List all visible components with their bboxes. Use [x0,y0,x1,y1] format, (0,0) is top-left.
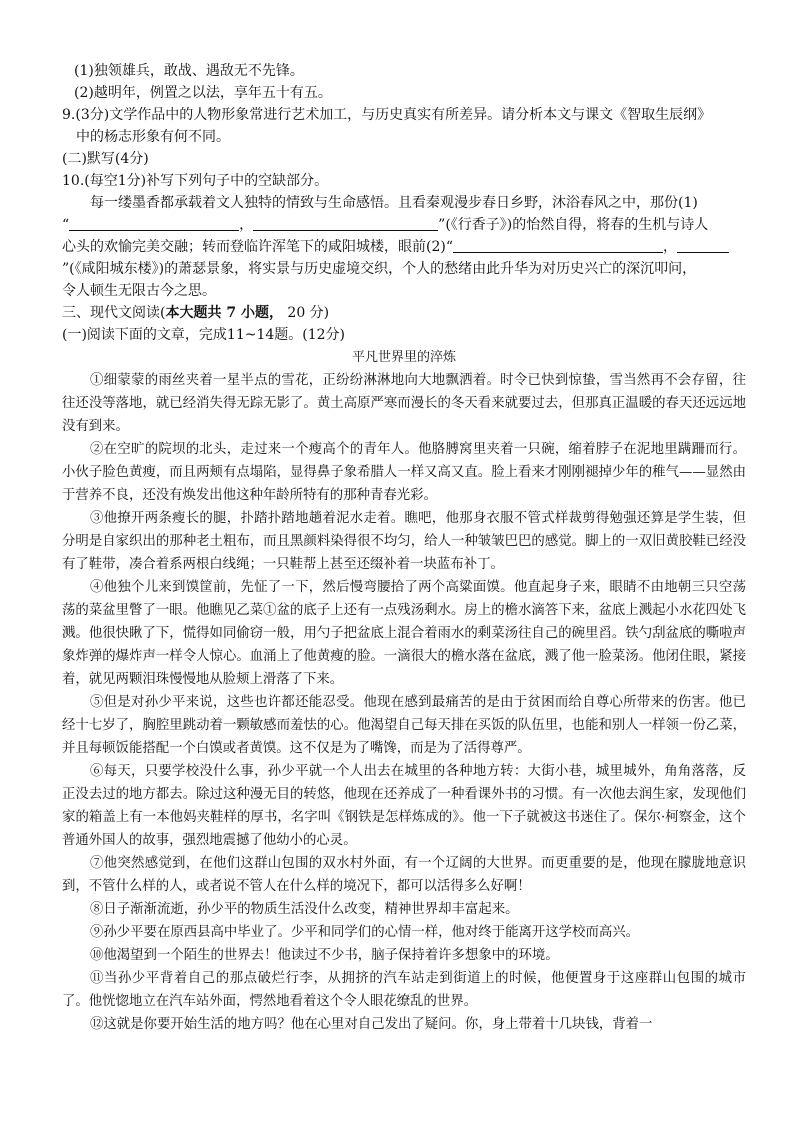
q10-line-2 [62,214,746,236]
q10-quote-open: “ [62,217,70,233]
q8-item-2: (2)越明年，例置之以法，享年五十有五。 [74,85,332,101]
q10-stem: 10.(每空1分)补写下列句子中的空缺部分。 [62,173,329,189]
essay-paragraph-12: ⑫这就是你要开始生活的地方吗？他在心里对自己发出了疑问。你，身上带着十几块钱，背着一 [90,1017,653,1032]
essay-body [62,369,746,1036]
essay-paragraph-6: ⑥每天，只要学校没什么事，孙少平就一个人出去在城里的各种地方转：大街小巷，城里城外，角角落落，反正没去过的地方都去。除过这种漫无目的转悠，他现在还养成了一种看课外书的习惯。有一次他去润生家，发现他们家的箱盖上有一本他妈夹鞋样的厚书，名字叫《钢铁是怎样炼成的》。他一下子就被这书迷住了。保尔·柯察金，这个普通外国人的故事，强烈地震撼了他幼小的心灵。 [62,764,746,848]
section3-subheading: (一)阅读下面的文章，完成11~14题。(12分) [62,327,346,343]
answer-blank-1a[interactable] [69,216,239,231]
q10-line-3 [62,236,746,258]
essay-title: 平凡世界里的淬炼 [351,350,456,365]
q9-line-1: 9.(3分)文学作品中的人物形象常进行艺术加工，与历史真实有所差异。请分析本文与课文《智取生辰纲》 [62,107,712,123]
q8-item-1: (1)独领雄兵，敢战、遇敌无不先锋。 [74,63,304,79]
essay-paragraph-8: ⑧日子渐渐流逝，孙少平的物质生活没什么改变，精神世界却丰富起来。 [90,902,519,917]
essay-paragraph-10: ⑩他渴望到一个陌生的世界去！他读过不少书，脑子保持着许多想象中的环境。 [90,948,559,963]
q10-line-5: 令人顿生无限古今之思。 [62,283,216,299]
answer-blank-1b[interactable] [253,216,438,231]
section3-heading-bold: 本大题共 7 小题， [165,305,283,321]
essay-paragraph-7: ⑦他突然感觉到，在他们这群山包围的双水村外面，有一个辽阔的大世界。而更重要的是，他现在朦胧地意识到，不管什么样的人，或者说不管人在什么样的境况下，都可以活得多么好啊！ [62,856,746,894]
section2-heading: (二)默写(4分) [62,151,149,167]
q10-comma-1: ， [239,217,254,233]
section3-heading [62,302,746,324]
answer-blank-2a[interactable] [453,238,663,253]
q9-line-2: 中的杨志形象有何不同。 [76,129,230,145]
q10-line-2-tail: ”(《行香子》)的怡然自得，将春的生机与诗人 [438,217,709,233]
q10-line-1: 每一缕墨香都承载着文人独特的情致与生命感悟。且看秦观漫步春日乡野，沐浴春风之中，那份(1) [90,195,698,211]
essay-paragraph-4: ④他独个儿来到馍筐前，先怔了一下，然后慢弯腰拾了两个高粱面馍。他直起身子来，眼睛不由地朝三只空荡荡的菜盆里瞥了一眼。他瞧见乙菜①盆的底子上还有一点残汤剩水。房上的檐水滴答下来，盆底上溅起小水花四处飞溅。他很快瞅了下，慌得如同偷窃一般，用勺子把盆底上混合着雨水的剩菜汤往自己的碗里舀。铁勺刮盆底的嘶啦声象炸弹的爆炸声一样令人惊心。血涌上了他黄瘦的脸。一滴很大的檐水落在盆底，溅了他一脸菜汤。他闭住眼，紧接着，就见两颗泪珠慢慢地从脸颊上滑落了下来。 [62,580,746,687]
essay-paragraph-2: ②在空旷的院坝的北头，走过来一个瘦高个的青年人。他胳膊窝里夹着一只碗，缩着脖子在泥地里蹒跚而行。小伙子脸色黄瘦，而且两颊有点塌陷，显得鼻子象希腊人一样又高又直。脸上看来才刚刚褪掉少年的稚气——显然由于营养不良，还没有焕发出他这种年龄所特有的那种青春光彩。 [62,442,746,503]
q10-comma-2: ， [663,239,677,255]
answer-blank-2b[interactable] [677,238,729,253]
section3-heading-prefix: 三、现代文阅读( [62,305,166,321]
essay-paragraph-11: ⑪当孙少平背着自己的那点破烂行李，从拥挤的汽车站走到街道上的时候，他便置身于这座群山包围的城市了。他恍惚地立在汽车站外面，愕然地看着这个令人眼花缭乱的世界。 [62,971,746,1009]
essay-paragraph-5: ⑤但是对孙少平来说，这些也许都还能忍受。他现在感到最痛苦的是由于贫困而给自尊心所带来的伤害。他已经十七岁了，胸腔里跳动着一颗敏感而羞怯的心。他渴望自己每天排在买饭的队伍里，也能和别人一样领一份乙菜，并且每顿饭能搭配一个白馍或者黄馍。这不仅是为了嘴馋，而是为了活得尊严。 [62,695,746,756]
q10-line-4: ”(《咸阳城东楼》)的萧瑟景象，将实景与历史虚境交织，个人的愁绪由此升华为对历史兴亡的深沉叩问， [62,261,697,277]
q10-line-3-text: 心头的欢愉完美交融；转而登临许浑笔下的咸阳城楼，眼前(2)“ [62,239,453,255]
exam-page [62,60,746,1036]
section3-heading-suffix: 20 分) [282,305,330,321]
essay-paragraph-1: ①细蒙蒙的雨丝夹着一星半点的雪花，正纷纷淋淋地向大地飘洒着。时令已快到惊蛰，雪当然再不会存留，往往还没等落地，就已经消失得无踪无影了。黄土高原严寒而漫长的冬天看来就要过去，但那真正温暖的春天还远远地没有到来。 [62,373,746,434]
essay-paragraph-3: ③他撩开两条瘦长的腿，扑踏扑踏地趟着泥水走着。瞧吧，他那身衣服不管式样裁剪得勉强还算是学生装，但分明是自家织出的那种老土粗布，而且黑颜料染得很不均匀，给人一种皱皱巴巴的感觉。脚上的一双旧黄胶鞋已经没有了鞋带，凑合着系两根白线绳；一只鞋帮上甚至还缀补着一块蓝布补丁。 [62,511,746,572]
essay-paragraph-9: ⑨孙少平要在原西县高中毕业了。少平和同学们的心情一样，他对终于能离开这学校而高兴。 [90,925,640,940]
